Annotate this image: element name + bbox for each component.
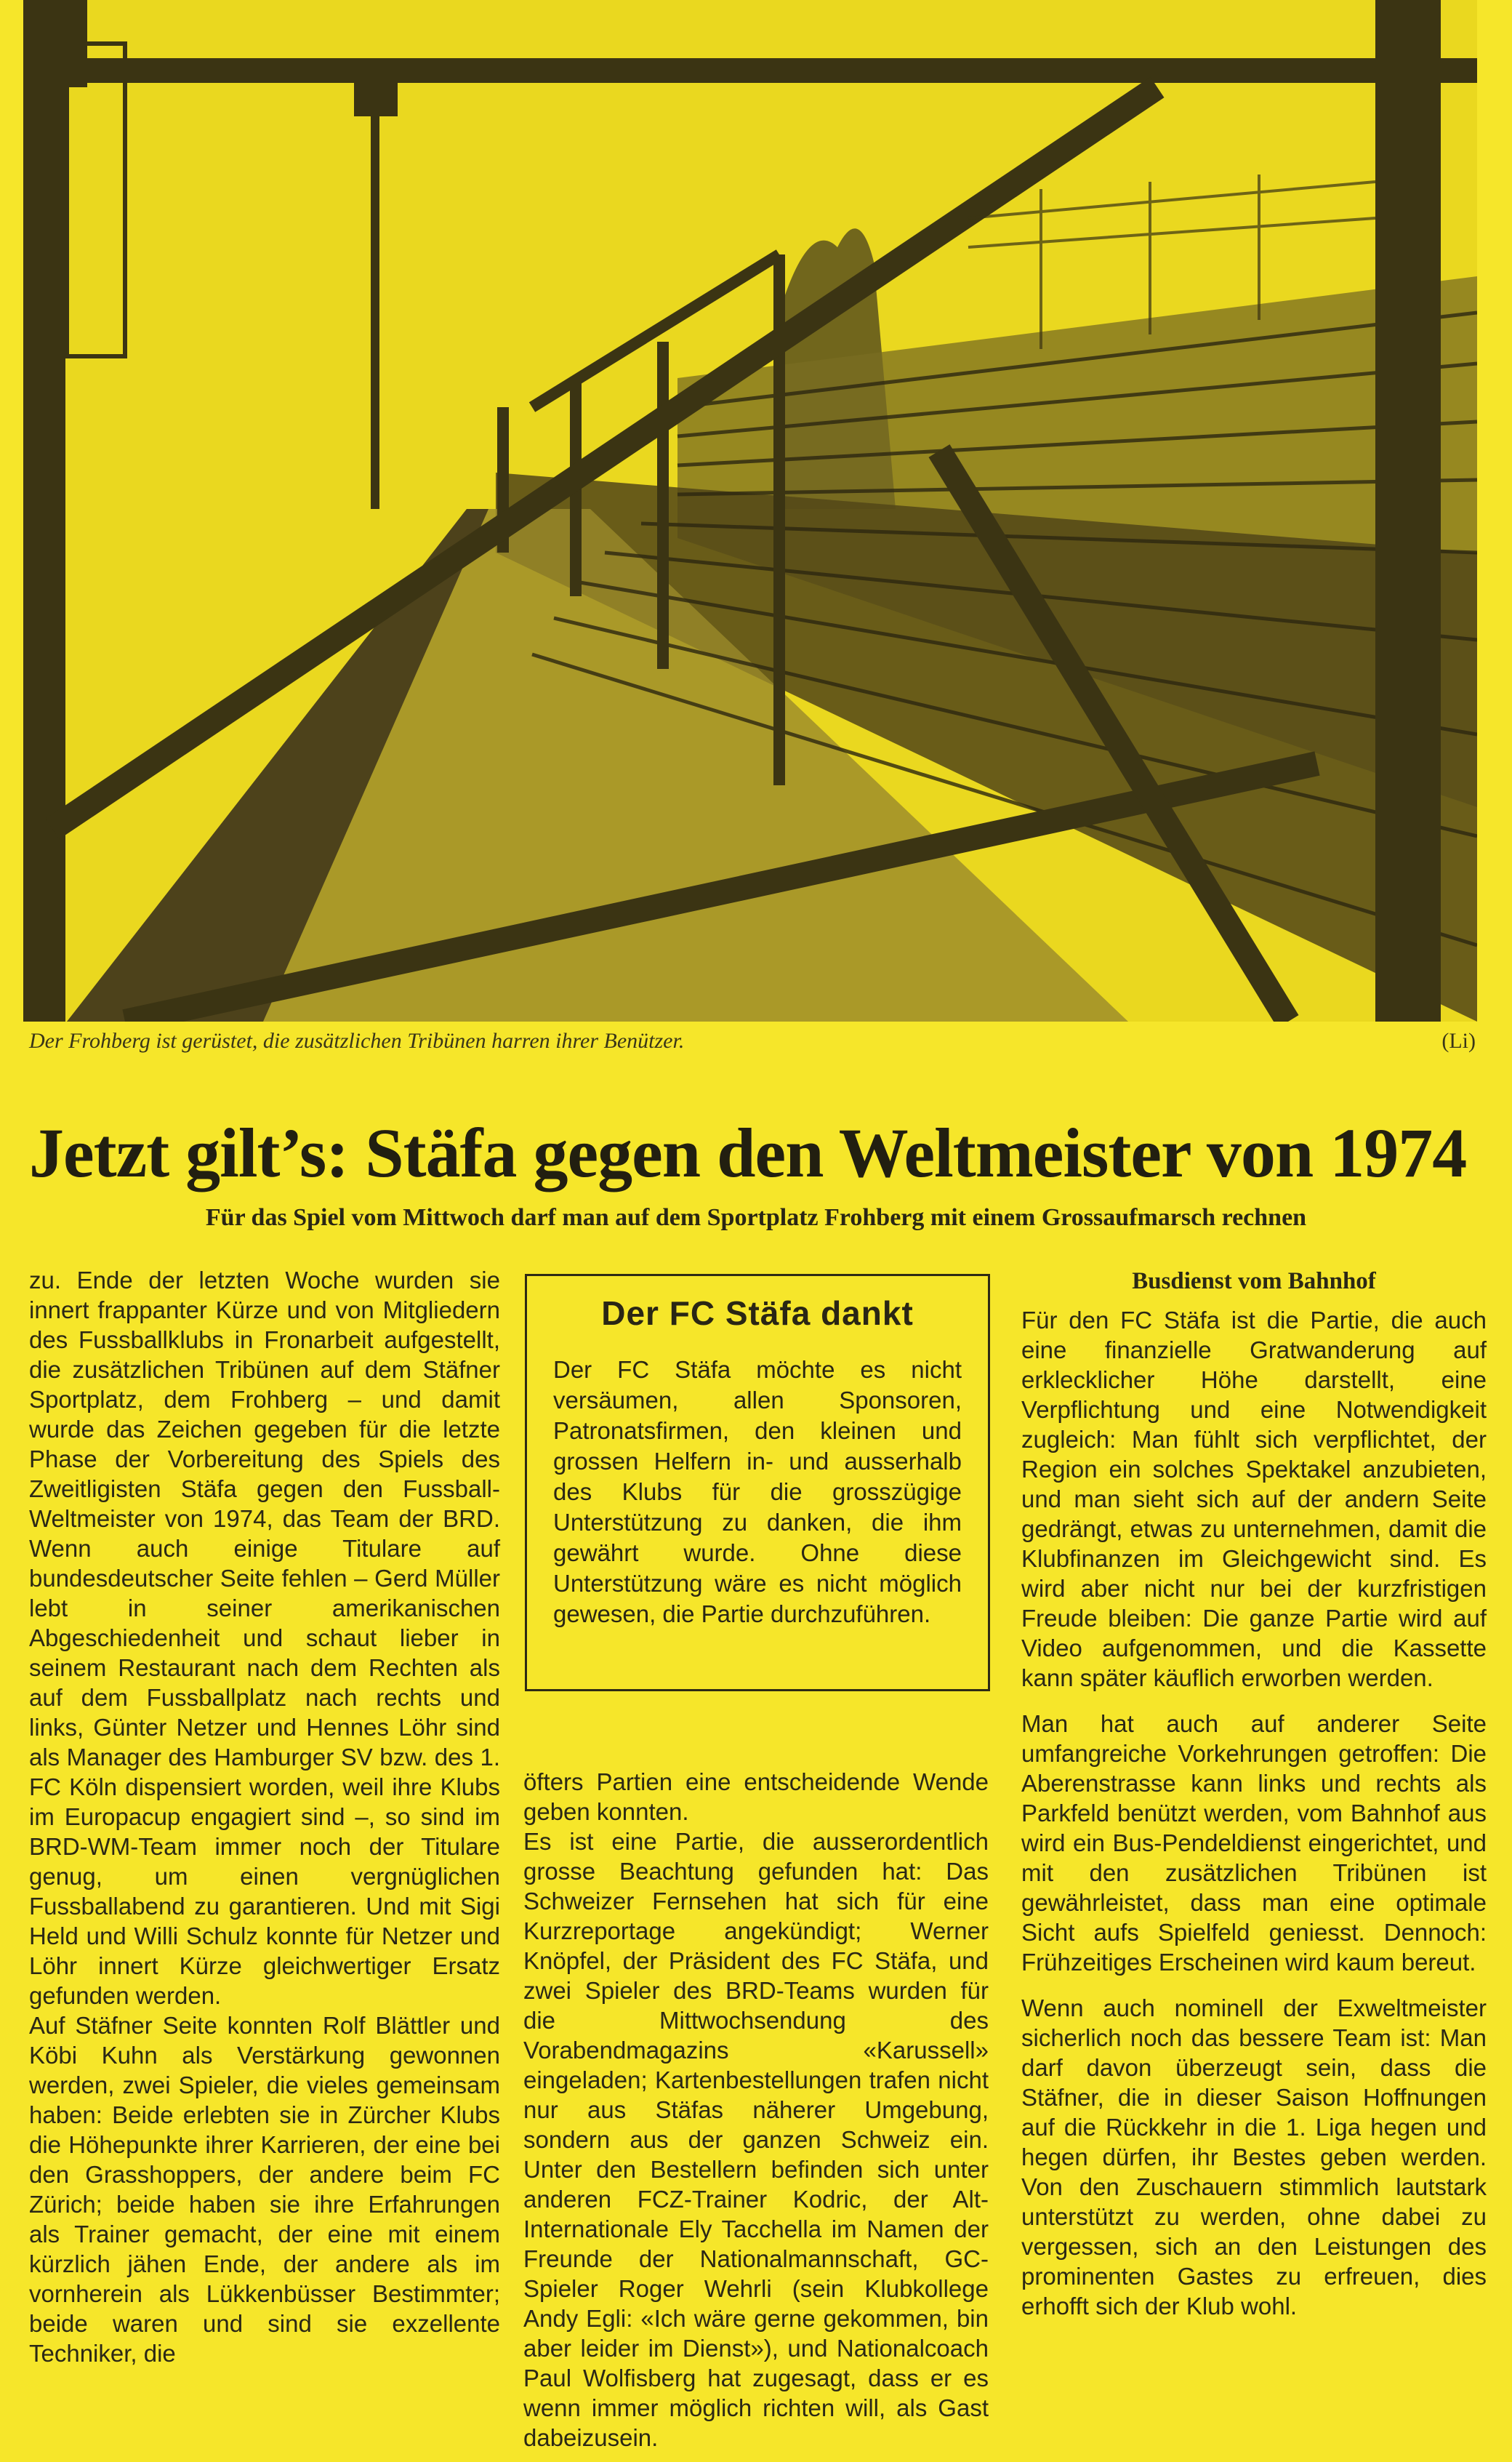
caption-text: Der Frohberg ist gerüstet, die zusätzlichen Tribünen harren ihrer Benützer.	[29, 1029, 685, 1053]
stadium-photo	[23, 0, 1477, 1022]
paragraph: Für den FC Stäfa ist die Partie, die auch eine finanzielle Gratwanderung auf erklecklicher Höhe darstellt, eine Verpflichtung und eine Notwendigkeit zugleich: Man fühlt sich verpflichtet, der Region ein solches Spektakel anzubieten, und man sieht sich auf der andern Seite gedrängt, etwas zu unternehmen, damit die Klubfinanzen im Gleichgewicht sind. Es wird aber nicht nur bei der kurzfristigen Freude bleiben: Die ganze Partie wird auf Video aufgenommen, und die Kassette kann später käuflich erworben werden.	[1021, 1307, 1487, 1691]
paragraph: Es ist eine Partie, die ausserordentlich grosse Beachtung gefunden hat: Das Schweizer Fernsehen hat sich für eine Kurzreportage angekündigt; Werner Knöpfel, der Präsident des FC Stäfa, und zwei Spieler des BRD-Teams wurden für die Mittwochsendung des Vorabendmagazins «Karussell» eingeladen; Kartenbestellungen trafen nicht nur aus Stäfas näherer Umgebung, sondern aus der ganzen Schweiz ein. Unter den Bestellern befinden sich unter anderen FCZ-Trainer Kodric, der Alt-Internationale Ely Tacchella im Namen der Freunde der Nationalmannschaft, GC-Spieler Roger Wehrli (sein Klubkollege Andy Egli: «Ich wäre gerne gekommen, bin aber leider im Dienst»), und Nationalcoach Paul Wolfisberg hat zugesagt, dass er es wenn immer möglich richten will, als Gast dabeizusein.	[523, 1828, 989, 2451]
photo-caption	[29, 1029, 1476, 1065]
section-heading: Busdienst vom Bahnhof	[1132, 1268, 1376, 1294]
headline: Jetzt gilt’s: Stäfa gegen den Weltmeister von 1974	[29, 1114, 1467, 1192]
paragraph: Wenn auch nominell der Exweltmeister sicherlich noch das bessere Team ist: Man darf davon überzeugt sein, dass die Stäfner, die in dieser Saison Hoffnungen auf die Rückkehr in die 1. Liga hegen und hegen dürfen, ihr Bestes geben werden. Von den Zuschauern stimmlich lautstark unterstützt zu werden, ohne dabei zu vergessen, sich an den Leistungen des prominenten Gastes zu erfreuen, dies erhofft sich der Klub wohl.	[1021, 1994, 1487, 2319]
paragraph: Man hat auch auf anderer Seite umfangreiche Vorkehrungen getroffen: Die Aberenstrasse kann links und rechts als Parkfeld benützt werden, vom Bahnhof aus wird ein Bus-Pendeldienst eingerichtet, und mit den zusätzlichen Tribünen ist gewährleistet, dass man eine optimale Sicht aufs Spielfeld geniesst. Dennoch: Frühzeitiges Erscheinen wird kaum bereut.	[1021, 1710, 1487, 1976]
article-column-3	[1021, 1267, 1487, 2321]
subheadline: Für das Spiel vom Mittwoch darf man auf dem Sportplatz Frohberg mit einem Grossaufmarsch rechnen	[205, 1204, 1307, 1231]
article-column-2	[523, 1767, 989, 2453]
paragraph: zu. Ende der letzten Woche wurden sie innert frappanter Kürze und von Mitgliedern des Fussballklubs in Fronarbeit aufgestellt, die zusätzlichen Tribünen auf dem Stäfner Sportplatz, dem Frohberg – und damit wurde das Zeichen gegeben für die letzte Phase der Vorbereitung des Spiels des Zweitligisten Stäfa gegen den Fussball-Weltmeister von 1974, das Team der BRD. Wenn auch einige Titulare auf bundesdeutscher Seite fehlen – Gerd Müller lebt in seiner amerikanischen Abgeschiedenheit und schaut lieber in seinem Restaurant nach dem Rechten als auf dem Fussballplatz nach rechts und links, Günter Netzer und Hennes Löhr sind als Manager des Hamburger SV bzw. des 1. FC Köln dispensiert worden, weil ihre Klubs im Europacup engagiert sind –, so sind im BRD-WM-Team immer noch der Titulare genug, um einen vergnüglichen Fussballabend zu garantieren. Und mit Sigi Held und Willi Schulz konnte für Netzer und Löhr innert Kürze gleichwertiger Ersatz gefunden werden.	[29, 1267, 500, 2009]
photo-credit: (Li)	[1441, 1029, 1476, 1053]
paragraph: öfters Partien eine entscheidende Wende geben konnten.	[523, 1768, 989, 1825]
grandstand-photo-icon	[23, 0, 1477, 1022]
thank-you-box	[525, 1274, 990, 1691]
box-title: Der FC Stäfa dankt	[601, 1294, 914, 1332]
article-column-1	[29, 1265, 500, 2368]
box-text: Der FC Stäfa möchte es nicht versäumen, allen Sponsoren, Patronatsfirmen, den kleinen und grossen Helfern in- und ausserhalb des Klubs für die grosszügige Unterstützung zu danken, die ihm gewährt wurde. Ohne diese Unterstützung wäre es nicht möglich gewesen, die Partie durchzuführen.	[553, 1356, 962, 1627]
paragraph: Auf Stäfner Seite konnten Rolf Blättler und Köbi Kuhn als Verstärkung gewonnen werden, zwei Spieler, die vieles gemeinsam haben: Beide erlebten sie in Zürcher Klubs die Höhepunkte ihrer Karrieren, der eine bei den Grasshoppers, der andere beim FC Zürich; beide haben sie ihre Erfahrungen als Trainer gemacht, der eine mit einem kürzlich jähen Ende, der andere als im vornherein als Lükkenbüsser Bestimmter; beide waren und sind sie exzellente Techniker, die	[29, 2012, 500, 2367]
